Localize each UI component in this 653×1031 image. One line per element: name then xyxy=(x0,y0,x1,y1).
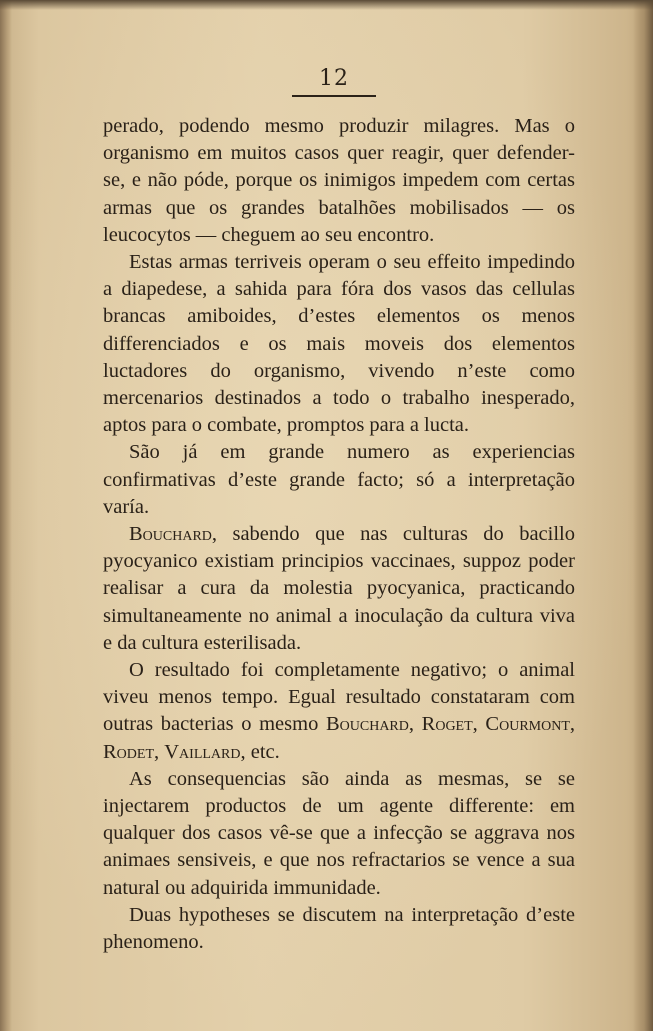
paragraph xyxy=(103,249,575,439)
paragraph xyxy=(103,521,575,657)
paragraph xyxy=(103,439,575,521)
paragraph xyxy=(103,902,575,956)
text-run: , xyxy=(154,740,165,763)
author-name: Rodet xyxy=(103,740,154,763)
page-right-edge xyxy=(633,0,653,1031)
text-run: , xyxy=(472,713,486,736)
author-name: Courmont xyxy=(485,713,570,736)
author-name: Roget xyxy=(421,713,473,736)
page-number-rule xyxy=(292,95,376,97)
page-spine-shadow xyxy=(0,0,12,1031)
text-run: O resultado foi completamente negativo; o animal viveu menos tempo. Egual resultado constataram com outras bacterias o mesmo xyxy=(103,659,575,736)
text-run: As consequencias são ainda as mesmas, se se injectarem productos de um agente differente: em qualquer dos casos vê-se que a infecção se aggrava nos animaes sensiveis, e que nos refractarios se vence a sua natural ou adquirida immunidade. xyxy=(103,767,575,899)
author-name: Bouchard xyxy=(325,713,409,736)
text-run: , etc. xyxy=(240,740,280,763)
paragraph xyxy=(103,766,575,902)
body-text xyxy=(103,113,575,956)
page-top-edge xyxy=(0,0,653,10)
paragraph xyxy=(103,113,575,249)
text-run: , xyxy=(408,713,422,736)
author-name: Vaillard xyxy=(164,740,241,763)
text-run: Estas armas terriveis operam o seu effeito impedindo a diapedese, a sahida para fóra dos vasos das cellulas brancas amiboides, d’estes elementos os menos differenciados e os mais moveis dos elementos luctadores do organismo, vivendo n’este como mercenarios destinados a todo o trabalho inesperado, aptos para o combate, promptos para a lucta. xyxy=(103,251,575,437)
page-number: 12 xyxy=(319,66,349,91)
text-run: Duas hypotheses se discutem na interpretação d’este phenomeno. xyxy=(103,903,575,954)
text-run: , xyxy=(569,713,575,736)
text-run: , sabendo que nas culturas do bacillo pyocyanico existiam principios vaccinaes, suppoz poder realisar a cura da molestia pyocyanica, practicando simultaneamente no animal a inoculação da cultura viva e da cultura esterilisada. xyxy=(103,523,575,654)
author-name: Bouchard xyxy=(129,523,212,546)
text-run: São já em grande numero as experiencias confirmativas d’este grande facto; só a interpretação varía. xyxy=(103,441,575,518)
text-run: perado, podendo mesmo produzir milagres. Mas o organismo em muitos casos quer reagir, quer defender-se, e não póde, porque os inimigos impedem com certas armas que os grandes batalhões mobilisados — os leucocytos — cheguem ao seu encontro. xyxy=(103,115,575,246)
paragraph xyxy=(103,657,575,766)
